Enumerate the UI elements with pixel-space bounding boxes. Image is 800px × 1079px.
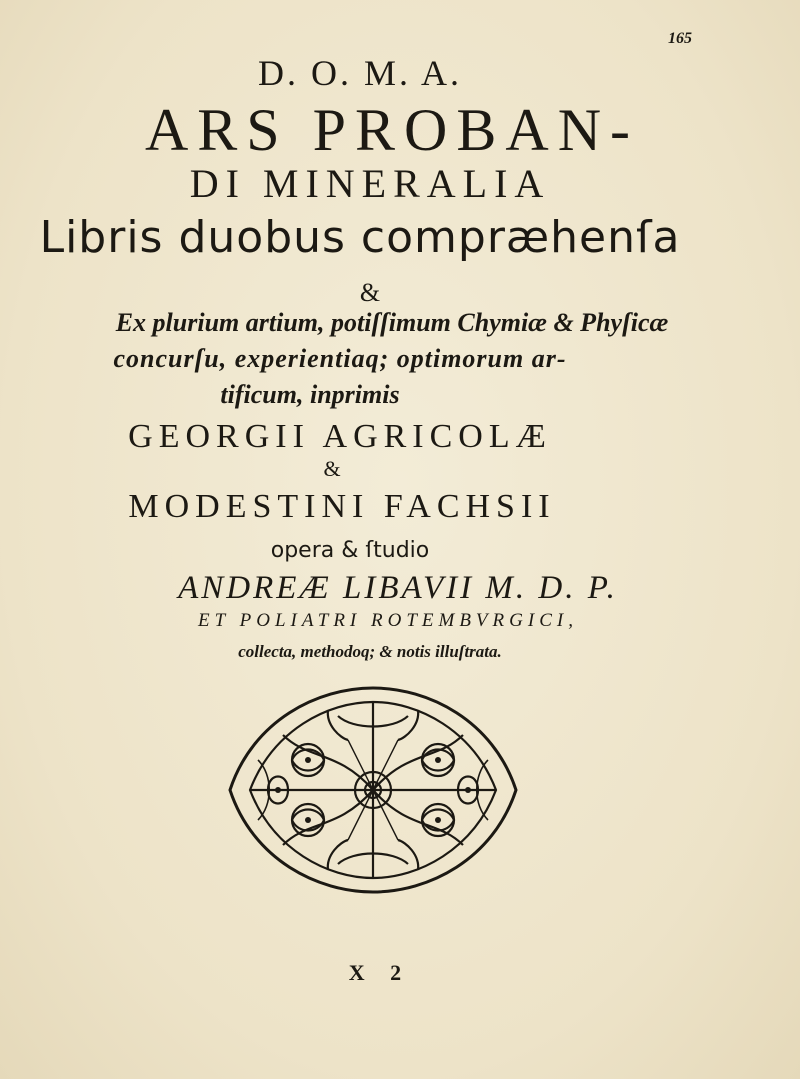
author-agricola: GEORGII AGRICOLÆ: [128, 418, 552, 455]
author-fachsius: MODESTINI FACHSII: [128, 488, 556, 525]
title-line-1: ARS PROBAN-: [144, 97, 640, 163]
title-line-3: Libris duobus compræhenſa: [39, 212, 681, 263]
page-number: 165: [668, 30, 692, 47]
opera-line: opera & ſtudio: [270, 538, 430, 563]
editor-libavius: ANDREÆ LIBAVII M. D. P.: [178, 570, 618, 606]
dedication: D. O. M. A.: [257, 53, 463, 93]
subtitle-line-2: concurſu, experientiaq; optimorum ar-: [113, 344, 567, 373]
ampersand-2: &: [323, 456, 341, 481]
subtitle-line-3: tificum, inprimis: [220, 380, 400, 409]
title-line-2: DI MINERALIA: [189, 161, 551, 206]
editor-title: ET POLIATRI ROTEMBVRGICI,: [198, 610, 578, 631]
signature-mark: X 2: [348, 960, 412, 985]
floral-arabesque-ornament-icon: [208, 680, 538, 905]
subtitle-line-1: Ex plurium artium, potiſſimum Chymiæ & Phyſicæ: [115, 308, 669, 337]
ampersand-1: &: [359, 278, 381, 307]
collecta-line: collecta, methodoq; & notis illuſtrata.: [238, 642, 502, 661]
